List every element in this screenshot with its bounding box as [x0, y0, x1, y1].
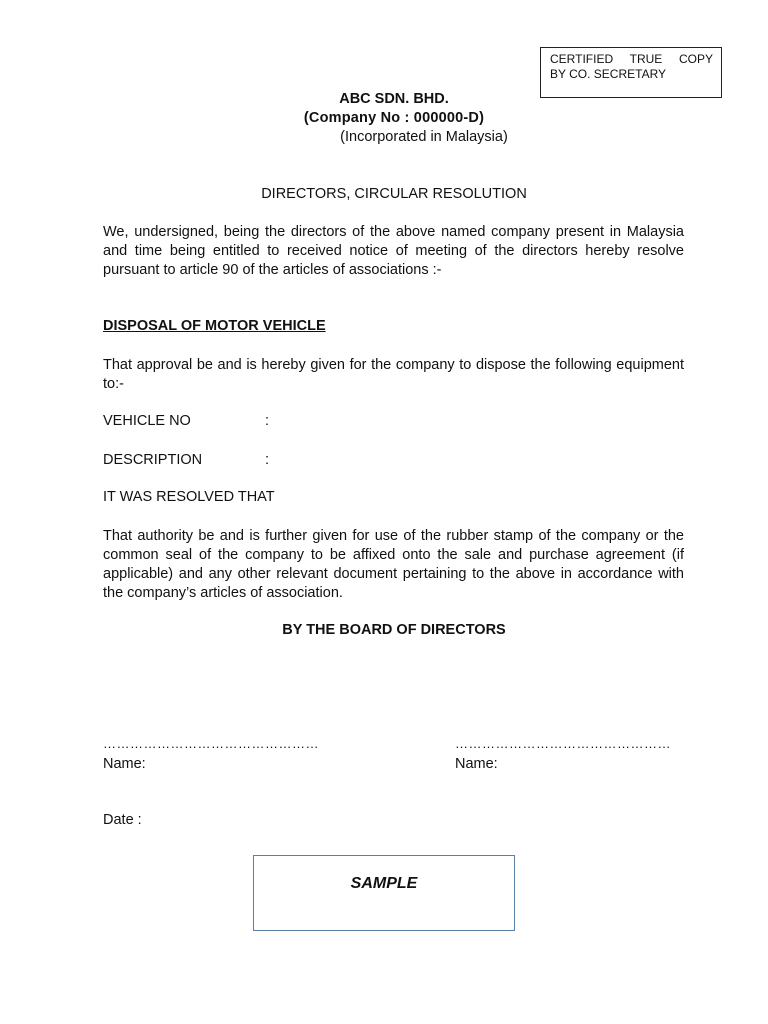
name-label-right: Name: — [455, 756, 498, 772]
board-heading: BY THE BOARD OF DIRECTORS — [282, 622, 506, 638]
signature-line-left: ………………………………………… — [103, 736, 319, 751]
sample-stamp-box — [253, 855, 515, 931]
date-label: Date : — [103, 812, 142, 828]
section-heading: DISPOSAL OF MOTOR VEHICLE — [103, 318, 326, 334]
authority-paragraph: That authority be and is further given for use of the rubber stamp of the company or the common seal of the company to be affixed onto the sale and purchase agreement (if applicable) and any other relevant document pertaining to the above in accordance with the company’s articles of association. — [103, 528, 684, 601]
signature-line-right: ………………………………………… — [455, 736, 671, 751]
sample-stamp-text: SAMPLE — [350, 875, 418, 892]
vehicle-no-label: VEHICLE NO — [103, 413, 191, 429]
company-name: ABC SDN. BHD. — [339, 91, 449, 107]
certified-line-1: CERTIFIED TRUE COPY — [550, 52, 713, 66]
resolved-that-heading: IT WAS RESOLVED THAT — [103, 489, 275, 505]
approval-paragraph: That approval be and is hereby given for the company to dispose the following equipment to:- — [103, 357, 684, 392]
description-colon: : — [265, 452, 270, 468]
intro-paragraph: We, undersigned, being the directors of the above named company present in Malaysia and time being entitled to received notice of meeting of the directors hereby resolve pursuant to article 90 of the articles of associations :- — [103, 224, 684, 278]
description-label: DESCRIPTION — [103, 452, 203, 468]
vehicle-no-colon: : — [265, 413, 270, 429]
resolution-title: DIRECTORS, CIRCULAR RESOLUTION — [261, 186, 527, 202]
certified-line-2: BY CO. SECRETARY — [550, 66, 667, 81]
company-number: (Company No : 000000-D) — [303, 110, 485, 126]
name-label-left: Name: — [103, 756, 146, 772]
description-field — [103, 452, 270, 468]
vehicle-no-field — [103, 413, 270, 429]
incorporated-note: (Incorporated in Malaysia) — [340, 129, 508, 145]
